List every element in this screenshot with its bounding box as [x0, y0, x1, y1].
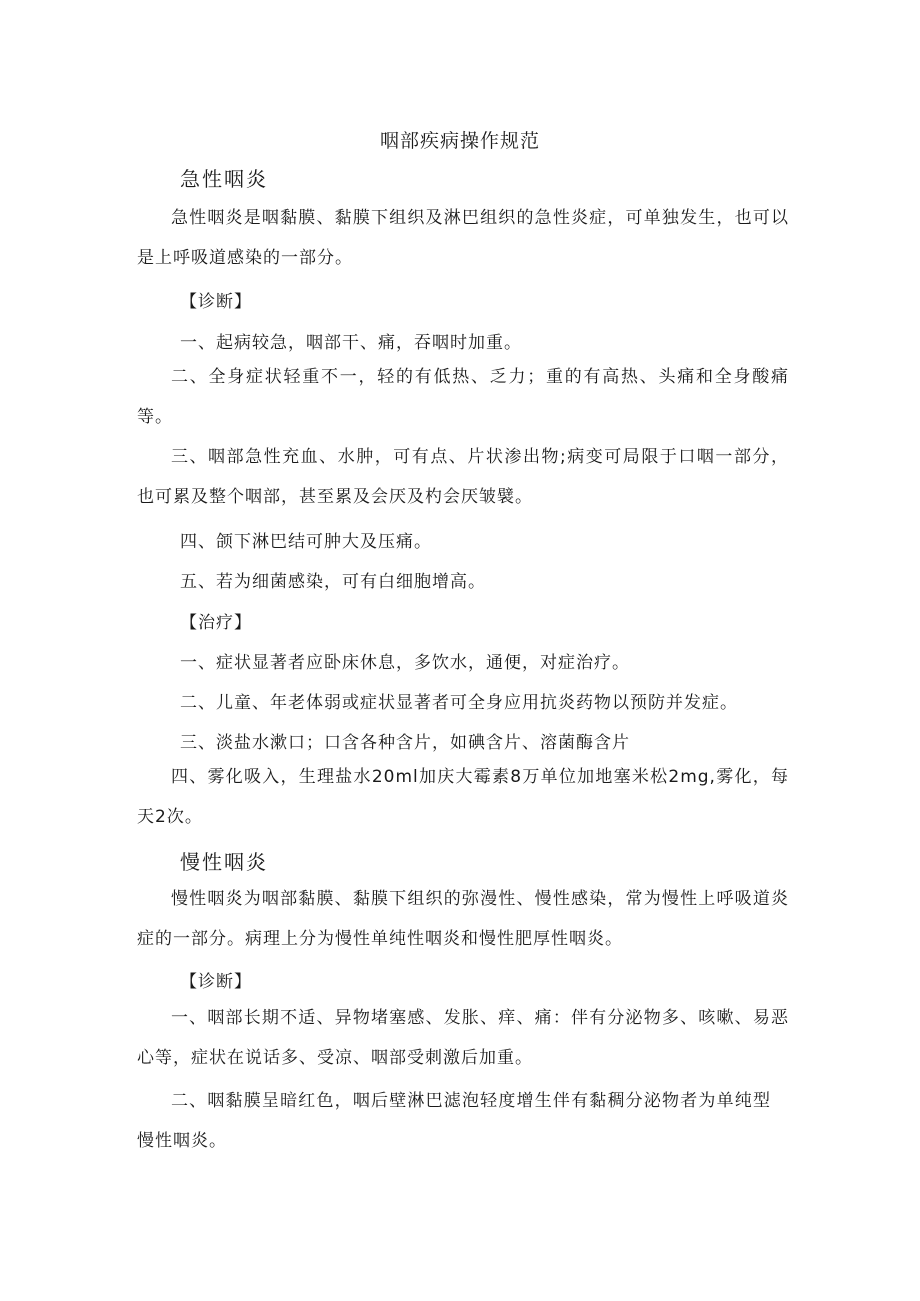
- treatment-item: 一、症状显著者应卧床休息，多饮水，通便，对症治疗。: [180, 653, 630, 673]
- diagnosis-item: 二、咽黏膜呈暗红色，咽后壁淋巴滤泡轻度增生伴有黏稠分泌物者为单纯型慢性咽炎。: [137, 1091, 771, 1151]
- paragraph-acute-intro: 急性咽炎是咽黏膜、黏膜下组织及淋巴组织的急性炎症，可单独发生，也可以是上呼吸道感染的一部分。: [137, 208, 789, 268]
- treatment-item: 四、雾化吸入，生理盐水20ml加庆大霉素8万单位加地塞米松2mg,雾化，每天2次。: [137, 767, 789, 827]
- paragraph-chronic-intro: 慢性咽炎为咽部黏膜、黏膜下组织的弥漫性、慢性感染，常为慢性上呼吸道炎症的一部分。病理上分为慢性单纯性咽炎和慢性肥厚性咽炎。: [137, 889, 789, 949]
- diagnosis-item: 一、起病较急，咽部干、痛，吞咽时加重。: [180, 333, 522, 353]
- label-treatment: 【治疗】: [180, 613, 252, 633]
- diagnosis-item: 一、咽部长期不适、异物堵塞感、发胀、痒、痛：伴有分泌物多、咳嗽、易恶心等，症状在说话多、受凉、咽部受刺激后加重。: [137, 1008, 789, 1068]
- treatment-item: 三、淡盐水漱口；口含各种含片，如碘含片、溶菌酶含片: [180, 733, 630, 753]
- diagnosis-item: 五、若为细菌感染，可有白细胞增高。: [180, 572, 486, 592]
- label-diagnosis: 【诊断】: [180, 292, 252, 312]
- diagnosis-item: 三、咽部急性充血、水肿，可有点、片状渗出物;病变可局限于口咽一部分，也可累及整个咽部，甚至累及会厌及杓会厌皱襞。: [137, 447, 789, 507]
- document-title: 咽部疾病操作规范: [379, 130, 540, 152]
- diagnosis-item: 四、颌下淋巴结可肿大及压痛。: [180, 532, 432, 552]
- treatment-item: 二、儿童、年老体弱或症状显著者可全身应用抗炎药物以预防并发症。: [180, 693, 738, 713]
- diagnosis-item: 二、全身症状轻重不一，轻的有低热、乏力；重的有高热、头痛和全身酸痛等。: [137, 367, 789, 427]
- section-heading-chronic-pharyngitis: 慢性咽炎: [180, 850, 268, 874]
- label-diagnosis: 【诊断】: [180, 972, 252, 992]
- section-heading-acute-pharyngitis: 急性咽炎: [180, 167, 268, 191]
